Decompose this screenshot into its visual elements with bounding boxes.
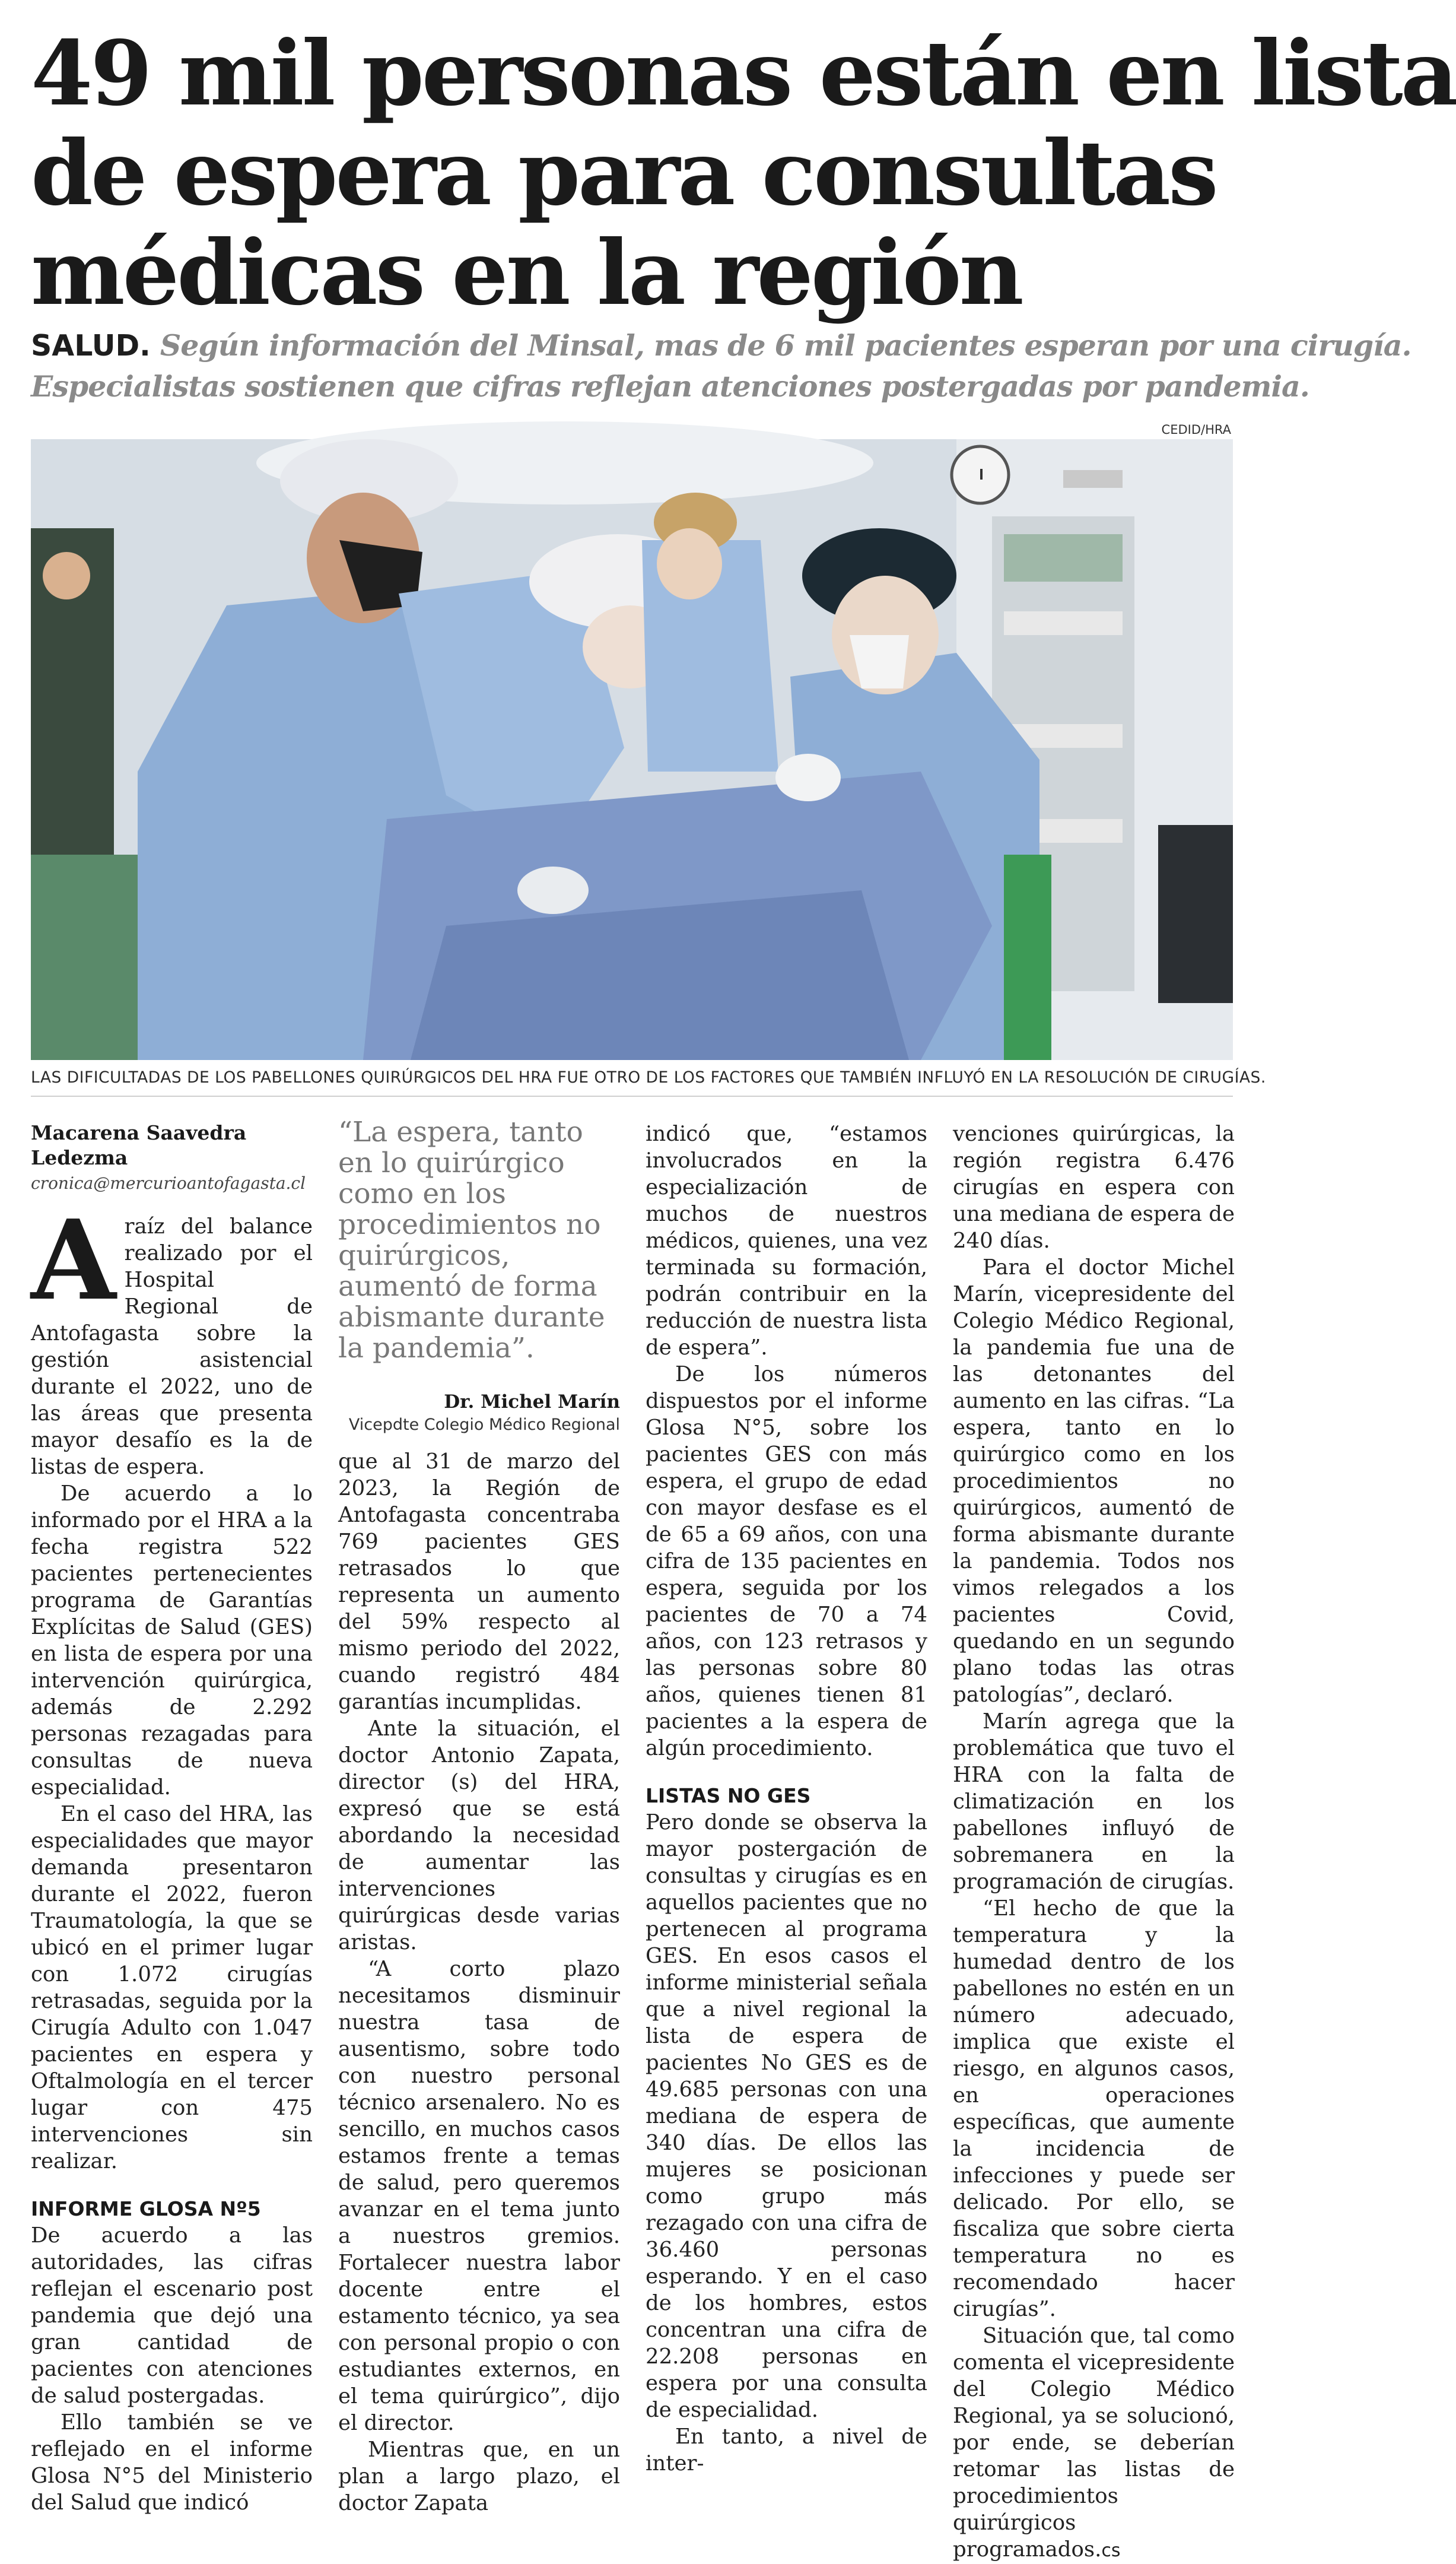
subhead-line: Especialistas sostienen que cifras reflejan atenciones postergadas por pandemia.: [31, 369, 1309, 404]
subhead-line: Según información del Minsal, mas de 6 mil pacientes esperan por una cirugía.: [160, 328, 1412, 363]
headline-line: de espera para consultas: [31, 121, 1216, 226]
paragraph: venciones quirúrgicas, la región registra 6.476 cirugías en espera con una mediana de espera de 240 días.: [953, 1122, 1235, 1253]
paragraph: De acuerdo a las autoridades, las cifras reflejan el escenario post pandemia que dejó una gran cantidad de pacientes con atenciones de salud postergadas.: [31, 2223, 313, 2408]
byline-email[interactable]: cronica@mercurioantofagasta.cl: [31, 1173, 306, 1193]
headline-line: médicas en la región: [31, 221, 1022, 325]
subheadline: [31, 325, 1412, 407]
article-column-3: [646, 1121, 927, 2477]
paragraph: que al 31 de marzo del 2023, la Región de Antofagasta concentraba 769 pacientes GES retrasados lo que representa un aumento del 59% respecto al mismo periodo del 2022, cuando registró 484 garantías incumplidas.: [338, 1449, 620, 1714]
paragraph: Pero donde se observa la mayor postergación de consultas y cirugías es en aquellos pacientes que no pertenecen al programa GES. En esos casos el informe ministerial señala que a nivel regional la lista de espera de pacientes No GES es de 49.685 personas con una mediana de espera de 340 días. De ellos las mujeres se posicionan como grupo más rezagado con una cifra de 36.460 personas esperando. Y en el caso de los hombres, estos concentran una cifra de 22.208 personas en espera por una consulta de especialidad.: [646, 1810, 927, 2422]
paragraph: “El hecho de que la temperatura y la humedad dentro de los pabellones no estén en un número adecuado, implica que existe el riesgo, en algunos casos, en operaciones específicas, que aumente la incidencia de infecciones y puede ser delicado. Por ello, se fiscaliza que sobre cierta temperatura no es recomendado hacer cirugías”.: [953, 1896, 1235, 2321]
paragraph: Marín agrega que la problemática que tuvo el HRA con la falta de climatización en los pabellones influyó de sobremanera en la programación de cirugías.: [953, 1709, 1235, 1894]
paragraph: Para el doctor Michel Marín, vicepresidente del Colegio Médico Regional, la pandemia fue una de las detonantes del aumento en las cifras. “La espera, tanto en lo quirúrgico como en los procedimientos no quirúrgicos, aumentó de forma abismante durante la pandemia. Todos nos vimos relegados a los pacientes Covid, quedando en un segundo plano todas las otras patologías”, declaró.: [953, 1255, 1235, 1707]
surgery-photo: [31, 439, 1233, 1060]
paragraph: Ante la situación, el doctor Antonio Zapata, director (s) del HRA, expresó que se está abordando la necesidad de aumentar las intervenciones quirúrgicas desde varias aristas.: [338, 1716, 620, 1954]
drop-cap: A: [31, 1195, 116, 1325]
paragraph: Mientras que, en un plan a largo plazo, el doctor Zapata: [338, 2438, 620, 2515]
photo-caption: LAS DIFICULTADAS DE LOS PABELLONES QUIRÚRGICOS DEL HRA FUE OTRO DE LOS FACTORES QUE TAMBIÉN INFLUYÓ EN LA RESOLUCIÓN DE CIRUGÍAS.: [31, 1068, 1266, 1087]
paragraph: De acuerdo a lo informado por el HRA a la fecha registra 522 pacientes pertenecientes programa de Garantías Explícitas de Salud (GES) en lista de espera por una intervención quirúrgica, además de 2.292 personas rezagadas para consultas de nueva especialidad.: [31, 1481, 313, 1800]
paragraph: De los números dispuestos por el informe Glosa N°5, sobre los pacientes GES con más espera, el grupo de edad con mayor desfase es el de 65 a 69 años, con una cifra de 135 pacientes en espera, seguida por los pacientes de 70 a 74 años, con 123 retrasos y las personas sobre 80 años, quienes tienen 81 pacientes a la espera de algún procedimiento.: [646, 1362, 927, 1760]
pull-quote-role: Vicepdte Colegio Médico Regional: [348, 1416, 620, 1434]
article-column-2: [338, 1448, 620, 2517]
article-column-4: [953, 1121, 1235, 2564]
pull-quote-text: “La espera, tanto en lo quirúrgico como en los procedimientos no quirúrgicos, aumentó de forma abismante durante la pandemia”.: [338, 1116, 605, 1364]
divider: [31, 1096, 1233, 1097]
pull-quote: [338, 1117, 620, 1436]
end-mark: cs: [1101, 2540, 1121, 2561]
photo-credit: CEDID/HRA: [1161, 423, 1231, 437]
paragraph: En el caso del HRA, las especialidades que mayor demanda presentaron durante el 2022, fueron Traumatología, la que se ubicó en el primer lugar con 1.072 cirugías retrasadas, seguida por la Cirugía Adulto con 1.047 pacientes en espera y Oftalmología en el tercer lugar con 475 intervenciones sin realizar.: [31, 1802, 313, 2173]
headline: [31, 21, 1456, 325]
byline-author: Macarena Saavedra Ledezma: [31, 1121, 247, 1169]
paragraph: Araíz del balance realizado por el Hospital Regional de Antofagasta sobre la gestión asistencial durante el 2022, uno de las áreas que presenta mayor desafío es la de listas de espera.: [31, 1195, 313, 1479]
paragraph: “A corto plazo necesitamos disminuir nuestra tasa de ausentismo, sobre todo con nuestro personal técnico arsenalero. No es sencillo, en muchos casos estamos frente a temas de salud, pero queremos avanzar en el tema junto a nuestros gremios. Fortalecer nuestra labor docente entre el estamento técnico, ya sea con personal propio o con estudiantes externos, en el tema quirúrgico”, dijo el director.: [338, 1957, 620, 2435]
pull-quote-name: Dr. Michel Marín: [444, 1391, 620, 1413]
surgery-photo-illustration: [31, 439, 1233, 1060]
subsection-heading: INFORME GLOSA Nº5: [31, 2197, 261, 2220]
subsection-heading: LISTAS NO GES: [646, 1784, 811, 1807]
paragraph: En tanto, a nivel de inter-: [646, 2425, 927, 2476]
section-label: SALUD.: [31, 329, 151, 363]
paragraph: Situación que, tal como comenta el vicepresidente del Colegio Médico Regional, ya se solucionó, por ende, se deberían retomar las listas de procedimientos quirúrgicos programados.cs: [953, 2324, 1235, 2562]
headline-line: 49 mil personas están en lista: [31, 21, 1456, 126]
paragraph: indicó que, “estamos involucrados en la especialización de muchos de nuestros médicos, quienes, una vez terminada su formación, podrán contribuir en la reducción de nuestra lista de espera”.: [646, 1122, 927, 1360]
paragraph: Ello también se ve reflejado en el informe Glosa N°5 del Ministerio del Salud que indicó: [31, 2410, 313, 2515]
article-column-1: [31, 1121, 313, 2516]
